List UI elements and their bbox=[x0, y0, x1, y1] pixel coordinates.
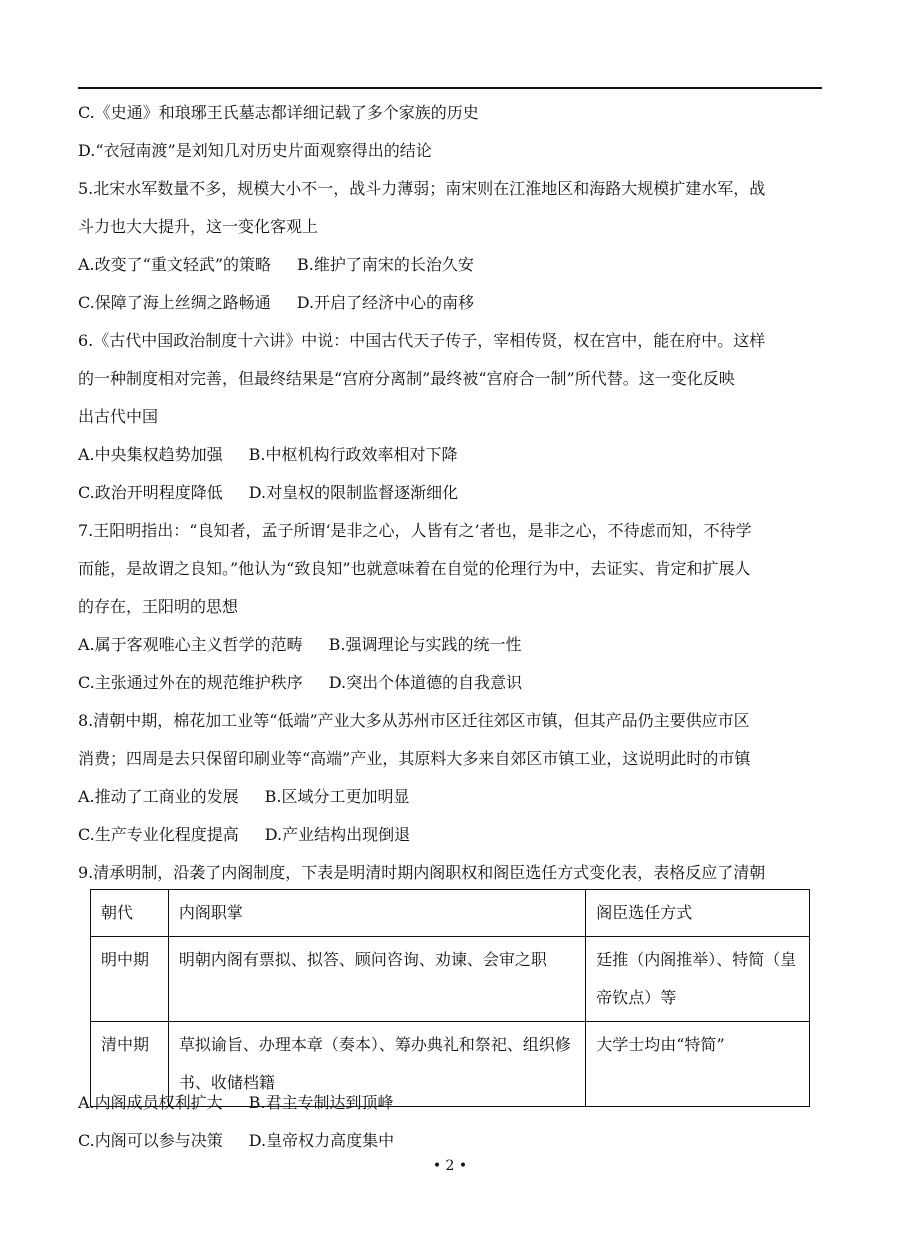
q6-option-a: A.中央集权趋势加强 bbox=[78, 445, 223, 464]
header-rule bbox=[78, 87, 822, 89]
q4-option-d: D.“衣冠南渡”是刘知几对历史片面观察得出的结论 bbox=[78, 141, 432, 160]
table-cell: 草拟谕旨、办理本章（奏本）、筹办典礼和祭祀、组织修书、收储档籍 bbox=[168, 1022, 585, 1107]
q6-stem-line-3: 出古代中国 bbox=[78, 407, 159, 426]
q7-stem-line-3: 的存在，王阳明的思想 bbox=[78, 597, 239, 616]
table-cell: 清中期 bbox=[91, 1022, 169, 1107]
q5-option-d: D.开启了经济中心的南移 bbox=[296, 293, 475, 312]
q8-stem-line-1: 8.清朝中期，棉花加工业等“低端”产业大多从苏州市区迁往郊区市镇，但其产品仍主要供应市区 bbox=[78, 711, 750, 730]
q7-stem-line-1: 7.王阳明指出：“良知者，孟子所谓‘是非之心，人皆有之’者也，是非之心，不待虑而知，不待学 bbox=[78, 521, 752, 540]
q9-option-c: C.内阁可以参与决策 bbox=[78, 1131, 223, 1150]
cabinet-comparison-table bbox=[90, 889, 810, 1107]
q6-option-d: D.对皇权的限制监督逐渐细化 bbox=[248, 483, 459, 502]
q7-stem-line-2: 而能，是故谓之良知。”他认为“致良知”也就意味着在自觉的伦理行为中，去证实、肯定和扩展人 bbox=[78, 559, 751, 578]
table-cell: 大学士均由“特简” bbox=[586, 1022, 810, 1107]
q5-option-c: C.保障了海上丝绸之路畅通 bbox=[78, 293, 271, 312]
table-cell: 廷推（内阁推举）、特简（皇帝钦点）等 bbox=[586, 937, 810, 1022]
q6-options-row-1 bbox=[78, 436, 822, 474]
q6-stem-line-1: 6.《古代中国政治制度十六讲》中说：中国古代天子传子，宰相传贤，权在宫中，能在府中。这样 bbox=[78, 331, 766, 350]
q6-option-c: C.政治开明程度降低 bbox=[78, 483, 223, 502]
q5-stem-line-2: 斗力也大大提升，这一变化客观上 bbox=[78, 217, 319, 236]
q9-options-row-2 bbox=[78, 1122, 822, 1160]
q7-option-a: A.属于客观唯心主义哲学的范畴 bbox=[78, 635, 303, 654]
q8-option-d: D.产业结构出现倒退 bbox=[264, 825, 411, 844]
q8-option-a: A.推动了工商业的发展 bbox=[78, 787, 239, 806]
q4-option-c: C.《史通》和琅琊王氏墓志都详细记载了多个家族的历史 bbox=[78, 103, 479, 122]
q7-options-row-2 bbox=[78, 664, 822, 702]
q5-option-b: B.维护了南宋的长治久安 bbox=[297, 255, 474, 274]
q9-options bbox=[78, 1084, 822, 1160]
q9-option-a: A.内阁成员权利扩大 bbox=[78, 1093, 223, 1112]
q8-option-b: B.区域分工更加明显 bbox=[264, 787, 410, 806]
page-number: • 2 • bbox=[432, 1158, 468, 1174]
table-header-row bbox=[91, 890, 810, 937]
q9-options-row-1 bbox=[78, 1084, 822, 1122]
q8-stem-line-2: 消费；四周是去只保留印刷业等“高端”产业，其原料大多来自郊区市镇工业，这说明此时的市镇 bbox=[78, 749, 751, 768]
table-cell: 明中期 bbox=[91, 937, 169, 1022]
q6-option-b: B.中枢机构行政效率相对下降 bbox=[248, 445, 458, 464]
table-header-cell: 朝代 bbox=[91, 890, 169, 937]
table-row bbox=[91, 937, 810, 1022]
q7-option-d: D.突出个体道德的自我意识 bbox=[328, 673, 523, 692]
q5-options-row-2 bbox=[78, 284, 822, 322]
q8-options-row-1 bbox=[78, 778, 822, 816]
q8-options-row-2 bbox=[78, 816, 822, 854]
q5-options-row-1 bbox=[78, 246, 822, 284]
q7-option-c: C.主张通过外在的规范维护秩序 bbox=[78, 673, 303, 692]
q6-stem-line-2: 的一种制度相对完善，但最终结果是“宫府分离制”最终被“宫府合一制”所代替。这一变化反映 bbox=[78, 369, 735, 388]
q5-option-a: A.改变了“重文轻武”的策略 bbox=[78, 255, 272, 274]
q9-option-b: B.君主专制达到顶峰 bbox=[248, 1093, 394, 1112]
table-header-cell: 阁臣选任方式 bbox=[586, 890, 810, 937]
q9-stem: 9.清承明制，沿袭了内阁制度，下表是明清时期内阁职权和阁臣选任方式变化表，表格反应了清朝 bbox=[78, 863, 766, 882]
q7-options-row-1 bbox=[78, 626, 822, 664]
q8-option-c: C.生产专业化程度提高 bbox=[78, 825, 239, 844]
q9-option-d: D.皇帝权力高度集中 bbox=[248, 1131, 395, 1150]
page-body bbox=[78, 94, 822, 892]
q5-stem-line-1: 5.北宋水军数量不多，规模大小不一，战斗力薄弱；南宋则在江淮地区和海路大规模扩建水军，战 bbox=[78, 179, 766, 198]
q7-option-b: B.强调理论与实践的统一性 bbox=[328, 635, 522, 654]
q6-options-row-2 bbox=[78, 474, 822, 512]
table-cell: 明朝内阁有票拟、拟答、顾问咨询、劝谏、会审之职 bbox=[168, 937, 585, 1022]
table-header-cell: 内阁职掌 bbox=[168, 890, 585, 937]
